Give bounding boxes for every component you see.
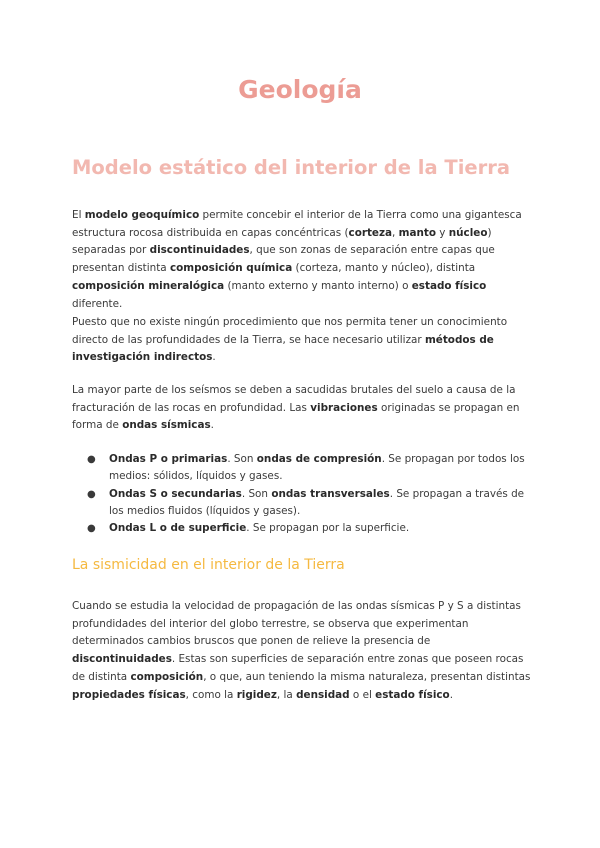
text-run: . [210, 419, 214, 432]
bold-term: estado físico [375, 688, 450, 701]
bold-term: composición [130, 670, 204, 683]
paragraph-discontinuidades [72, 598, 534, 704]
list-item-text [109, 453, 525, 482]
bold-term: ondas sísmicas [122, 419, 211, 432]
bold-term: discontinuidades [72, 653, 172, 666]
bold-term: vibraciones [310, 401, 378, 414]
text-run: El [72, 209, 85, 221]
text-run: . [212, 351, 216, 364]
bold-term: composición mineralógica [72, 279, 225, 292]
bold-term: Ondas S o secundarias [109, 487, 242, 500]
bold-term: núcleo [448, 226, 488, 239]
text-run: , o que, aun teniendo la misma naturaleza, presentan distintas [203, 670, 531, 683]
bold-term: estado físico [411, 279, 487, 292]
bold-term: rigidez [236, 688, 277, 701]
paragraph-metodos-indirectos [72, 314, 534, 367]
text-run: y [436, 226, 449, 239]
bold-term: propiedades físicas [72, 688, 186, 701]
paragraph-modelo-geoquimico [72, 207, 534, 313]
bold-term: métodos de investigación indirectos [72, 333, 494, 364]
text-run: , la [276, 688, 297, 701]
bullet-icon: ● [87, 454, 96, 465]
text-run: ) separadas por [72, 226, 492, 257]
paragraph-ondas-sismicas [72, 382, 534, 435]
document-title: Geología [238, 75, 362, 104]
bold-term: corteza [348, 226, 393, 239]
section-heading-modelo-estatico: Modelo estático del interior de la Tierra [72, 156, 510, 179]
text-run: . Son [227, 453, 257, 465]
text-run: , que son zonas de separación entre capas que presentan distinta [72, 244, 495, 275]
seismic-wave-list [72, 451, 534, 537]
list-item-ondas-p [72, 451, 534, 486]
bold-term: Ondas P o primarias [109, 453, 228, 465]
text-run: (corteza, manto y núcleo), distinta [292, 262, 476, 275]
text-run: (manto externo y manto interno) o [224, 279, 412, 292]
bold-term: composición química [169, 262, 293, 275]
list-item-ondas-l [72, 520, 534, 537]
text-run: , como la [185, 688, 237, 701]
text-run: . Se propagan a través de los medios fluidos (líquidos y gases). [109, 487, 525, 517]
text-run: , [392, 226, 399, 239]
text-run: Puesto que no existe ningún procedimiento que nos permita tener un conocimiento directo de las profundidades de la Tierra, se hace necesario utilizar [72, 316, 508, 346]
text-run: . Se propagan por la superficie. [246, 522, 410, 535]
text-run: . Estas son superficies de separación entre zonas que poseen rocas de distinta [72, 653, 524, 683]
list-item-ondas-s [72, 486, 534, 521]
text-run: La mayor parte de los seísmos se deben a sacudidas brutales del suelo a causa de la fracturación de las rocas en profundidad. Las [72, 384, 516, 414]
bullet-icon: ● [87, 488, 96, 500]
section-heading-sismicidad: La sismicidad en el interior de la Tierra [72, 557, 345, 573]
bullet-icon: ● [87, 523, 96, 535]
list-item-text [109, 522, 409, 534]
bold-term: ondas transversales [271, 487, 390, 500]
bold-term: discontinuidades [149, 244, 250, 257]
bold-term: modelo geoquímico [84, 209, 200, 221]
bold-term: manto [398, 226, 436, 239]
bold-term: ondas de compresión [256, 453, 382, 465]
text-run: . [449, 688, 453, 701]
text-run: o el [349, 688, 376, 701]
bold-term: Ondas L o de superficie [109, 522, 247, 535]
text-run: permite concebir el interior de la Tierra como una gigantesca estructura rocosa distribuida en capas concéntricas ( [72, 209, 522, 239]
text-run: . Son [241, 487, 272, 500]
text-run: . Se propagan por todos los medios: sólidos, líquidos y gases. [109, 453, 525, 483]
text-run: diferente. [72, 297, 123, 310]
list-item-text [109, 488, 524, 517]
text-run: Cuando se estudia la velocidad de propagación de las ondas sísmicas P y S a distintas profundidades del interior del globo terrestre, se observa que experimentan determinados cambios bruscos que ponen de relieve la presencia de [72, 600, 521, 648]
bold-term: densidad [296, 688, 350, 701]
text-run: originadas se propagan en forma de [72, 401, 520, 432]
